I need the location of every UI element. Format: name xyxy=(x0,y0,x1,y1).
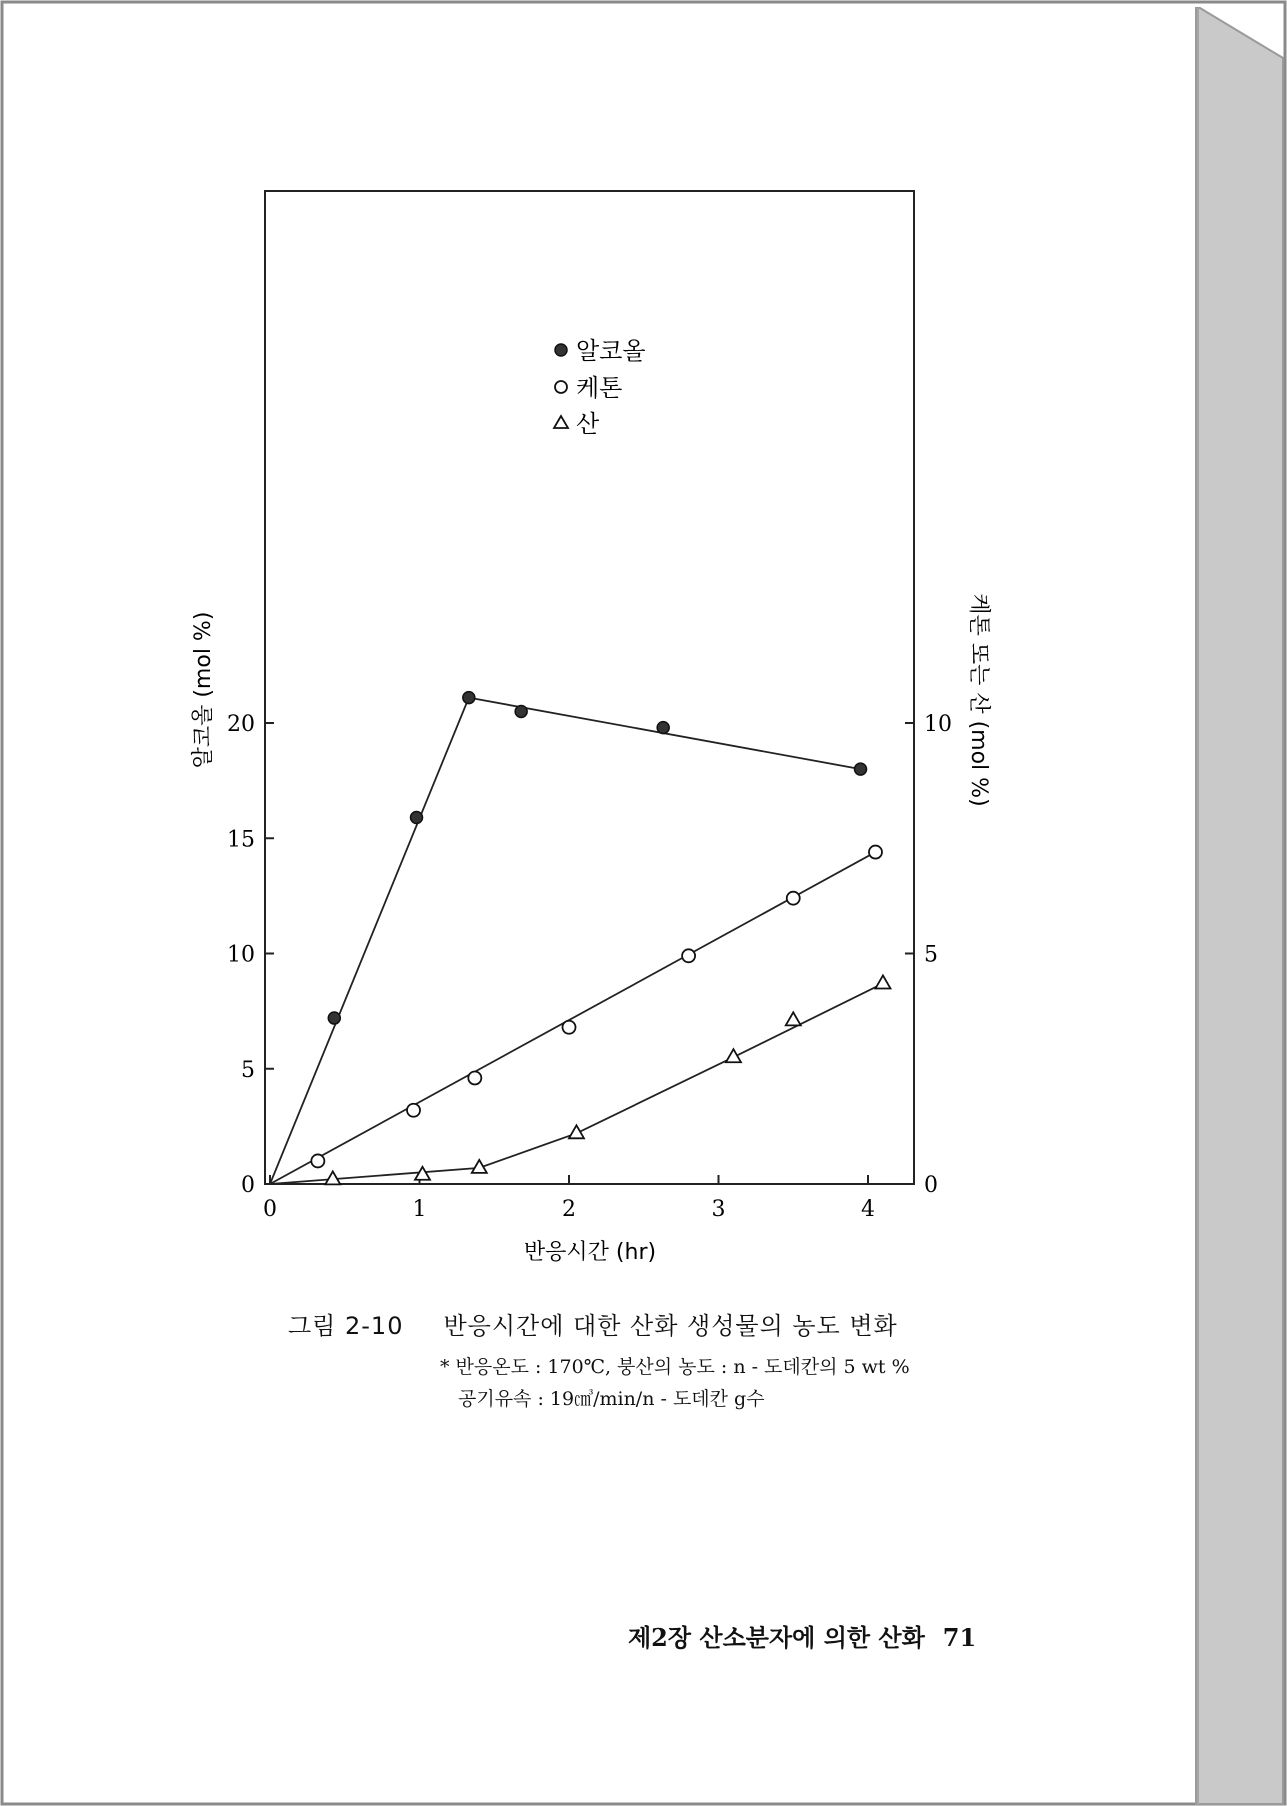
legend-ketone-label: 케톤 xyxy=(576,374,623,402)
legend-alcohol-marker xyxy=(555,344,567,356)
data-point xyxy=(682,949,695,962)
chapter-title: 제2장 산소분자에 의한 산화 xyxy=(628,1623,925,1652)
data-point xyxy=(407,1104,420,1117)
x-tick-label: 2 xyxy=(562,1197,576,1222)
figure-note-line1: * 반응온도 : 170℃, 붕산의 농도 : n - 도데칸의 5 wt % xyxy=(440,1356,910,1378)
data-point xyxy=(563,1021,576,1034)
book-spine-edge xyxy=(1196,8,1283,1804)
series-line-2 xyxy=(270,983,883,1184)
y-axis-right-label: 케톤 또는 산 (mol %) xyxy=(966,593,991,807)
legend-acid-label: 산 xyxy=(576,410,600,438)
legend-acid-marker xyxy=(554,416,568,428)
data-point xyxy=(875,975,890,988)
y-tick-label: 0 xyxy=(241,1173,255,1198)
data-point xyxy=(515,705,527,717)
y2-tick-label: 10 xyxy=(924,712,952,737)
legend-ketone-marker xyxy=(555,381,567,393)
figure-caption xyxy=(288,1306,898,1341)
y-tick-label: 10 xyxy=(227,942,255,968)
data-point xyxy=(468,1071,481,1084)
x-tick-label: 4 xyxy=(861,1197,875,1222)
y-axis-right xyxy=(905,712,952,1198)
data-point xyxy=(311,1154,324,1167)
x-axis xyxy=(263,1175,875,1222)
page-border xyxy=(2,2,1285,1804)
legend xyxy=(554,337,646,438)
data-point xyxy=(787,892,800,905)
data-point xyxy=(411,812,423,824)
series-lines xyxy=(270,698,883,1184)
data-point xyxy=(869,846,882,859)
data-point xyxy=(657,722,669,734)
x-tick-label: 0 xyxy=(263,1197,277,1222)
series-line-0 xyxy=(270,698,861,1184)
x-axis-label: 반응시간 (hr) xyxy=(523,1240,657,1265)
data-point xyxy=(726,1049,741,1062)
chart xyxy=(191,191,991,1265)
y-axis-left xyxy=(227,712,274,1198)
series-points xyxy=(311,692,890,1185)
data-point xyxy=(786,1012,801,1025)
x-tick-label: 3 xyxy=(711,1197,726,1222)
x-tick-label: 1 xyxy=(412,1197,427,1222)
y-tick-label: 5 xyxy=(241,1057,255,1083)
y2-tick-label: 0 xyxy=(924,1173,938,1198)
y-axis-left-label: 알코올 (mol %) xyxy=(191,611,216,769)
figure-title: 반응시간에 대한 산화 생성물의 농도 변화 xyxy=(443,1312,898,1340)
page-number: 71 xyxy=(942,1623,977,1652)
figure-label: 그림 2-10 xyxy=(288,1312,404,1340)
legend-alcohol-label: 알코올 xyxy=(576,337,646,365)
y2-tick-label: 5 xyxy=(924,942,938,968)
data-point xyxy=(569,1125,584,1138)
running-footer xyxy=(628,1618,976,1653)
y-tick-label: 20 xyxy=(227,712,255,737)
data-point xyxy=(855,763,867,775)
figure-note-line2: 공기유속 : 19㎤/min/n - 도데칸 g수 xyxy=(458,1388,765,1410)
data-point xyxy=(463,692,475,704)
y-tick-label: 15 xyxy=(227,827,255,853)
data-point xyxy=(328,1012,340,1024)
